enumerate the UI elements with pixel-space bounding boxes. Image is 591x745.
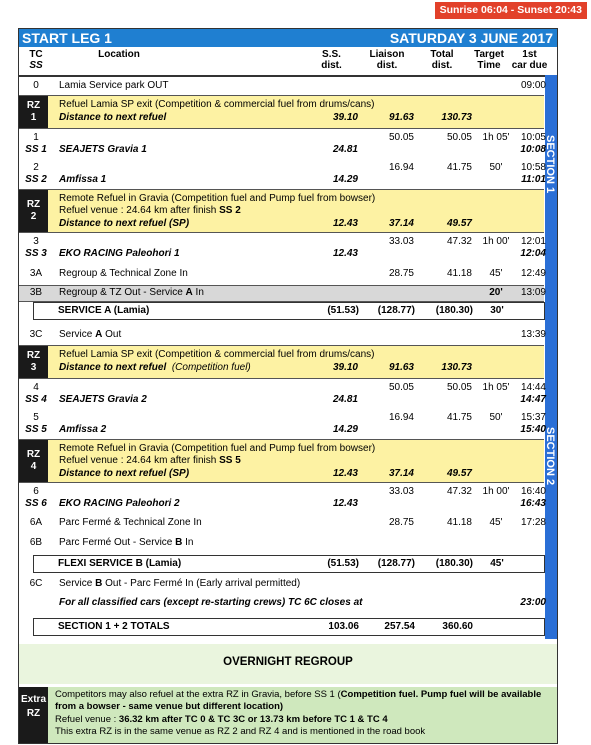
table-row — [19, 379, 544, 409]
rz-distance-label: Distance to next refuel (Competition fuel) — [59, 362, 251, 373]
ss-start-cell: 11:01 — [521, 174, 546, 185]
due-cell: 10:05 — [520, 132, 546, 143]
column-headers — [19, 47, 557, 77]
total-cell: 50.05 — [446, 132, 472, 143]
ss-dist-cell: 103.06 — [328, 621, 359, 632]
overnight-regroup-band — [19, 644, 557, 684]
col-ss-dist: S.S. dist. — [321, 49, 342, 71]
liaison-cell: 91.63 — [388, 112, 414, 123]
liaison-cell: (128.77) — [377, 558, 415, 569]
rz-venue: Refuel venue : 24.64 km after finish SS 2 — [59, 205, 241, 216]
totals-label: SECTION 1 + 2 TOTALS — [58, 621, 170, 632]
liaison-cell: (128.77) — [377, 305, 415, 316]
extra-rz-line-4: This extra RZ is in the same venue as RZ 2 and RZ 4 and is mentioned in the road book — [55, 726, 426, 737]
liaison-cell: 91.63 — [388, 362, 414, 373]
sunrise-sunset-badge: Sunrise 06:04 - Sunset 20:43 — [435, 2, 587, 19]
due-cell: 09:00 — [520, 80, 546, 91]
leg-date: SATURDAY 3 JUNE 2017 — [389, 30, 553, 46]
itinerary-table — [18, 28, 558, 744]
overnight-label: OVERNIGHT REGROUP — [223, 656, 353, 668]
location-cell: Service B Out - Parc Fermé In (Early arrival permitted) — [59, 578, 301, 589]
table-row — [19, 483, 544, 513]
rz-distance-label: Distance to next refuel (SP) — [59, 218, 190, 229]
table-row — [19, 264, 544, 284]
location-cell: Amfissa 2 — [59, 424, 107, 435]
refuel-zone-row — [19, 440, 544, 482]
table-row — [19, 77, 544, 95]
location-cell: EKO RACING Paleohori 1 — [59, 248, 180, 259]
due-cell: 12:01 — [520, 236, 546, 247]
rz-badge: RZ 3 — [19, 346, 48, 378]
target-cell: 45' — [490, 558, 504, 569]
liaison-cell: 28.75 — [388, 517, 414, 528]
target-cell: 20' — [489, 287, 503, 298]
target-cell: 1h 05' — [482, 132, 510, 143]
tc-cell: 6 — [33, 486, 39, 497]
liaison-cell: 33.03 — [388, 236, 414, 247]
refuel-zone-row — [19, 346, 544, 378]
location-cell: Service A Out — [59, 329, 122, 340]
extra-rz-row — [19, 687, 557, 743]
rz-badge: RZ 1 — [19, 96, 48, 128]
tc-cell: 5 — [33, 412, 39, 423]
target-cell: 45' — [489, 268, 503, 279]
service-b-row — [33, 555, 545, 573]
total-cell: 360.60 — [442, 621, 473, 632]
ss-dist-cell: 39.10 — [332, 112, 358, 123]
extra-rz-line-3: Refuel venue : 36.32 km after TC 0 & TC 3C or 13.73 km before TC 1 & TC 4 — [55, 714, 388, 725]
col-target: Target Time — [474, 49, 504, 71]
location-cell: Parc Fermé & Technical Zone In — [59, 517, 202, 528]
total-cell: 47.32 — [446, 486, 472, 497]
due-cell: 14:44 — [520, 382, 546, 393]
liaison-cell: 37.14 — [388, 218, 414, 229]
ss-number: SS 6 — [25, 498, 47, 509]
total-cell: 41.18 — [446, 517, 472, 528]
location-cell: EKO RACING Paleohori 2 — [59, 498, 180, 509]
table-row — [19, 159, 544, 189]
ss-number: SS 2 — [25, 174, 47, 185]
tc-cell: 1 — [33, 132, 39, 143]
total-cell: (180.30) — [435, 305, 473, 316]
due-cell: 12:49 — [520, 268, 546, 279]
ss-number: SS 1 — [25, 144, 47, 155]
target-cell: 50' — [489, 412, 503, 423]
target-cell: 30' — [490, 305, 504, 316]
tc-cell: 6C — [29, 578, 43, 589]
due-cell: 15:37 — [520, 412, 546, 423]
total-cell: 41.18 — [446, 268, 472, 279]
target-cell: 1h 00' — [482, 236, 510, 247]
ss-dist-cell: 12.43 — [332, 248, 358, 259]
col-tc: TC SS — [29, 49, 43, 71]
ss-dist-cell: 39.10 — [332, 362, 358, 373]
liaison-cell: 16.94 — [388, 162, 414, 173]
tc-cell: 6B — [29, 537, 43, 548]
total-cell: 49.57 — [446, 218, 472, 229]
tc-cell: 2 — [33, 162, 39, 173]
target-cell: 1h 05' — [482, 382, 510, 393]
rz-distance-label: Distance to next refuel — [59, 112, 167, 123]
location-cell: Amfissa 1 — [59, 174, 107, 185]
service-label: FLEXI SERVICE B (Lamia) — [58, 558, 182, 569]
total-cell: 130.73 — [441, 362, 472, 373]
table-row — [19, 575, 544, 615]
table-row — [19, 325, 544, 345]
total-cell: 47.32 — [446, 236, 472, 247]
rz-description: Remote Refuel in Gravia (Competition fuel and Pump fuel from bowser) — [59, 193, 376, 204]
tc-cell: 3C — [29, 329, 43, 340]
liaison-cell: 16.94 — [388, 412, 414, 423]
refuel-zone-row — [19, 96, 544, 128]
ss-start-cell: 16:43 — [520, 498, 546, 509]
refuel-zone-row — [19, 190, 544, 232]
location-cell: Parc Fermé Out - Service B In — [59, 537, 194, 548]
ss-number: SS 5 — [25, 424, 47, 435]
due-cell: 10:58 — [520, 162, 546, 173]
rz-description: Refuel Lamia SP exit (Competition & commercial fuel from drums/cans) — [59, 99, 375, 110]
tc-cell: 3 — [33, 236, 39, 247]
ss-number: SS 3 — [25, 248, 47, 259]
tc-cell: 4 — [33, 382, 39, 393]
section-1-bar: SECTION 1 — [545, 75, 557, 299]
target-cell: 45' — [489, 517, 503, 528]
ss-dist-cell: 12.43 — [332, 468, 358, 479]
rz-description: Refuel Lamia SP exit (Competition & commercial fuel from drums/cans) — [59, 349, 375, 360]
col-total: Total dist. — [430, 49, 454, 71]
tc-cell: 6A — [29, 517, 43, 528]
rz-description: Remote Refuel in Gravia (Competition fuel and Pump fuel from bowser) — [59, 443, 376, 454]
rz-badge: RZ 2 — [19, 190, 48, 232]
location-cell: Regroup & TZ Out - Service A In — [59, 287, 204, 298]
section-2-bar: SECTION 2 — [545, 299, 557, 639]
totals-row — [33, 618, 545, 636]
ss-start-cell: 14:47 — [520, 394, 546, 405]
ss-dist-cell: 12.43 — [332, 218, 358, 229]
due-cell: 23:00 — [520, 597, 546, 608]
total-cell: 50.05 — [446, 382, 472, 393]
ss-dist-cell: 24.81 — [332, 144, 358, 155]
col-location: Location — [98, 49, 140, 60]
table-row — [19, 534, 544, 552]
ss-start-cell: 15:40 — [520, 424, 546, 435]
tc-cell: 0 — [33, 80, 39, 91]
liaison-cell: 257.54 — [384, 621, 415, 632]
ss-dist-cell: 24.81 — [332, 394, 358, 405]
ss-dist-cell: 14.29 — [332, 424, 358, 435]
service-label: SERVICE A (Lamia) — [58, 305, 150, 316]
due-cell: 17:28 — [520, 517, 546, 528]
col-first-car: 1st car due — [511, 49, 548, 71]
extra-rz-line-2: from a bowser - same venue but different location) — [55, 701, 284, 712]
due-cell: 16:40 — [520, 486, 546, 497]
table-row — [19, 129, 544, 159]
extra-rz-badge: Extra RZ — [19, 687, 48, 743]
closing-note: For all classified cars (except re-starting crews) TC 6C closes at — [59, 597, 363, 608]
liaison-cell: 50.05 — [388, 382, 414, 393]
service-a-row — [33, 302, 545, 320]
ss-number: SS 4 — [25, 394, 47, 405]
table-row — [19, 233, 544, 263]
target-cell: 50' — [489, 162, 503, 173]
due-cell: 13:39 — [520, 329, 546, 340]
extra-rz-line-1: Competitors may also refuel at the extra RZ in Gravia, before SS 1 (Competition fuel. Pump fuel will be available — [55, 689, 542, 700]
total-cell: 41.75 — [446, 412, 472, 423]
location-cell: Lamia Service park OUT — [59, 80, 169, 91]
rz-distance-label: Distance to next refuel (SP) — [59, 468, 190, 479]
leg-header — [19, 29, 557, 47]
table-row — [19, 285, 544, 302]
location-cell: SEAJETS Gravia 2 — [59, 394, 147, 405]
total-cell: 41.75 — [446, 162, 472, 173]
ss-dist-cell: (51.53) — [327, 558, 359, 569]
ss-start-cell: 10:08 — [520, 144, 546, 155]
leg-title: START LEG 1 — [22, 30, 112, 46]
total-cell: 49.57 — [446, 468, 472, 479]
location-cell: Regroup & Technical Zone In — [59, 268, 188, 279]
tc-cell: 3A — [29, 268, 43, 279]
liaison-cell: 50.05 — [388, 132, 414, 143]
rz-venue: Refuel venue : 24.64 km after finish SS 5 — [59, 455, 241, 466]
ss-dist-cell: 12.43 — [332, 498, 358, 509]
ss-dist-cell: (51.53) — [327, 305, 359, 316]
rz-badge: RZ 4 — [19, 440, 48, 482]
liaison-cell: 33.03 — [388, 486, 414, 497]
total-cell: 130.73 — [441, 112, 472, 123]
table-row — [19, 514, 544, 534]
liaison-cell: 37.14 — [388, 468, 414, 479]
target-cell: 1h 00' — [482, 486, 510, 497]
location-cell: SEAJETS Gravia 1 — [59, 144, 147, 155]
total-cell: (180.30) — [435, 558, 473, 569]
liaison-cell: 28.75 — [388, 268, 414, 279]
col-liaison: Liaison dist. — [369, 49, 405, 71]
tc-cell: 3B — [29, 287, 43, 298]
due-cell: 13:09 — [520, 287, 546, 298]
table-row — [19, 409, 544, 439]
ss-dist-cell: 14.29 — [332, 174, 358, 185]
ss-start-cell: 12:04 — [520, 248, 546, 259]
